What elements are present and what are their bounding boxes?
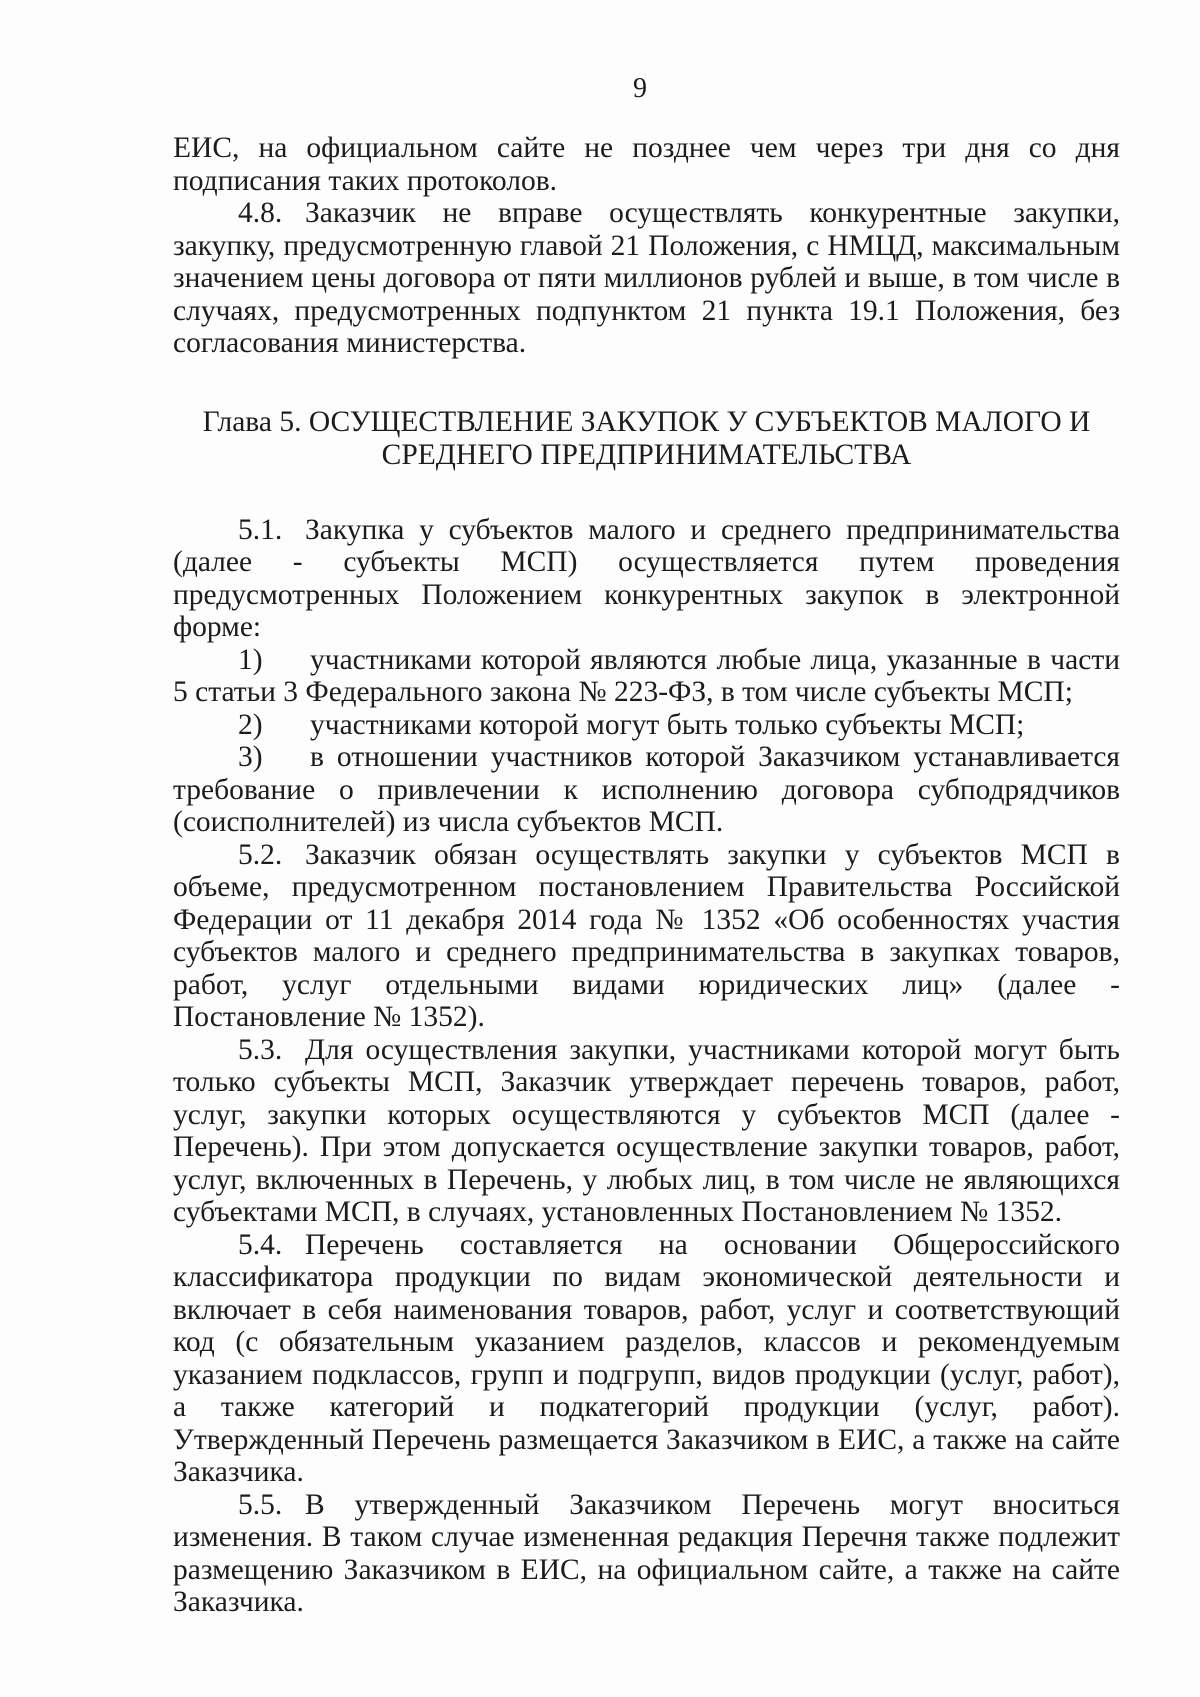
list-item-1	[173, 644, 1120, 709]
intro-paragraph: ЕИС, на официальном сайте не позднее чем через три дня со дня подписания таких протоколов.	[173, 132, 1120, 197]
paragraph-number: 5.4.	[238, 1228, 283, 1261]
chapter-heading-line-1: Глава 5. ОСУЩЕСТВЛЕНИЕ ЗАКУПОК У СУБЪЕКТОВ МАЛОГО И	[202, 405, 1091, 438]
list-item-text: в отношении участников которой Заказчиком устанавливается требование о привлечении к исполнению договора субподрядчиков (соисполнителей) из числа субъектов МСП.	[173, 741, 1120, 838]
paragraph-text: Закупка у субъектов малого и среднего предпринимательства (далее - субъекты МСП) осуществляется путем проведения предусмотренных Положением конкурентных закупок в электронной форме:	[173, 513, 1120, 643]
paragraph-5-1	[173, 514, 1120, 644]
paragraph-text: Перечень составляется на основании Общероссийского классификатора продукции по видам экономической деятельности и включает в себя наименования товаров, работ, услуг и соответствующий код (с обязательным указанием разделов, классов и рекомендуемым указанием подклассов, групп и подгрупп, видов продукции (услуг, работ), а также категорий и подкатегорий продукции (услуг, работ). Утвержденный Перечень размещается Заказчиком в ЕИС, а также на сайте Заказчика.	[173, 1228, 1120, 1488]
paragraph-5-4	[173, 1229, 1120, 1489]
paragraph-number: 5.3.	[238, 1033, 283, 1066]
paragraph-text: В утвержденный Заказчиком Перечень могут вноситься изменения. В таком случае измененная редакция Перечня также подлежит размещению Заказчиком в ЕИС, на официальном сайте, а также на сайте Заказчика.	[173, 1488, 1120, 1618]
paragraph-text: Заказчик обязан осуществлять закупки у субъектов МСП в объеме, предусмотренном постановлением Правительства Российской Федерации от 11 декабря 2014 года № 1352 «Об особенностях участия субъектов малого и среднего предпринимательства в закупках товаров, работ, услуг отдельными видами юридических лиц» (далее - Постановление № 1352).	[173, 838, 1120, 1033]
paragraph-text: Для осуществления закупки, участниками которой могут быть только субъекты МСП, Заказчик утверждает перечень товаров, работ, услуг, закупки которых осуществляются у субъектов МСП (далее - Перечень). При этом допускается осуществление закупки товаров, работ, услуг, включенных в Перечень, у любых лиц, в том числе не являющихся субъектами МСП, в случаях, установленных Постановлением № 1352.	[173, 1033, 1120, 1228]
paragraph-number: 5.1.	[238, 513, 283, 546]
list-item-2	[173, 709, 1120, 742]
paragraph-number: 4.8.	[238, 197, 283, 229]
paragraph-4-8	[173, 197, 1120, 360]
paragraph-number: 5.5.	[238, 1488, 283, 1521]
document-body	[173, 132, 1120, 1619]
page-number: 9	[633, 73, 647, 104]
paragraph-5-2	[173, 839, 1120, 1034]
list-item-3	[173, 741, 1120, 839]
list-item-number: 1)	[238, 643, 263, 676]
list-item-text: участниками которой являются любые лица, указанные в части 5 статьи 3 Федерального закона № 223-ФЗ, в том числе субъекты МСП;	[173, 643, 1120, 708]
paragraph-text: Заказчик не вправе осуществлять конкурентные закупки, закупку, предусмотренную главой 21 Положения, с НМЦД, максимальным значением цены договора от пяти миллионов рублей и выше, в том числе в случаях, предусмотренных подпунктом 21 пункта 19.1 Положения, без согласования министерства.	[173, 197, 1120, 359]
paragraph-5-3	[173, 1034, 1120, 1229]
list-item-text: участниками которой могут быть только субъекты МСП;	[310, 708, 1025, 741]
paragraph-number: 5.2.	[238, 838, 283, 871]
chapter-heading	[173, 406, 1120, 472]
list-item-number: 2)	[238, 708, 263, 741]
paragraph-5-5	[173, 1489, 1120, 1619]
list-item-number: 3)	[238, 741, 263, 773]
chapter-heading-line-2: СРЕДНЕГО ПРЕДПРИНИМАТЕЛЬСТВА	[381, 438, 912, 471]
